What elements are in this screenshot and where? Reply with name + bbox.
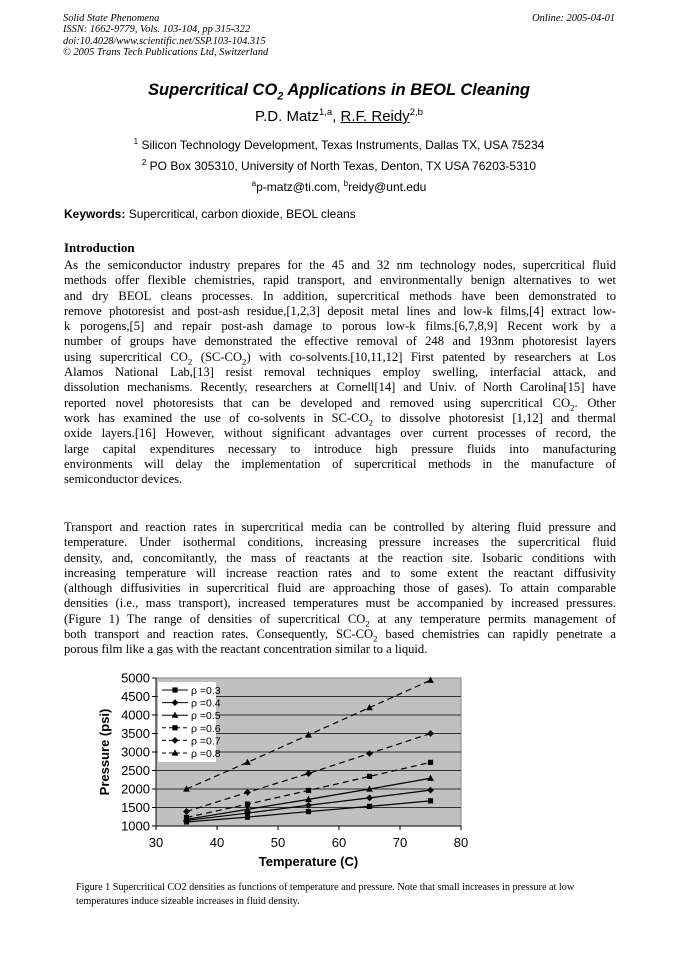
legend-label: ρ =0.5: [191, 710, 221, 723]
x-tick-label: 70: [392, 835, 408, 850]
y-tick-label: 3000: [121, 744, 150, 760]
text-line: density, and, concomitantly, the mass of reactants at the reaction site. Isobaric conditions with: [64, 550, 616, 565]
text-line: Alamos National Lab,[13] resist removal techniques employ swelling, interfacial attack, and: [64, 365, 616, 380]
y-tick-label: 2500: [121, 763, 150, 778]
text-line: reported novel photoresists that can be developed and removed using supercritical $CO_2$. Other: [64, 395, 616, 411]
text-line: both transport and reaction rates. Consequently, $SC-CO_2$ based chemistries can rapidly penetrate a: [64, 627, 616, 643]
legend-label: ρ =0.8: [191, 748, 221, 760]
data-point: [306, 788, 311, 793]
y-tick-label: 1000: [121, 818, 150, 834]
figure-caption: Figure 1 Supercritical CO2 densities as functions of temperature and pressure. Note that small increases in pressure at low temperatures induce sizeable increases in fluid density.: [76, 882, 575, 907]
legend-label: ρ =0.4: [191, 697, 221, 710]
y-tick-label: 1500: [121, 800, 150, 815]
y-tick-label: 2000: [121, 781, 150, 797]
pressure-temperature-chart: [90, 668, 480, 876]
text-line: environments will delay the implementation of supercritical methods in the manufacture of: [64, 456, 616, 471]
text-line: oxide layers.[16] However, without significant advantages over current processes of record, the: [64, 426, 616, 441]
text-line: (Figure 1) The range of densities of supercritical $CO_2$ at any temperature permits management of: [64, 611, 616, 628]
x-tick-label: 50: [270, 835, 286, 850]
text-line: dissolution mechanisms. Recently, researchers at Cornell[14] and Univ. of North Carolina[15] have: [64, 380, 616, 395]
text-line: work has examined the use of co-solvents in $SC-CO_2$ to dissolve photoresist [1,12] and thermal: [64, 410, 616, 427]
keywords: Keywords: Supercritical, carbon dioxide, BEOL cleans: [64, 207, 356, 221]
issn-line: ISSN: 1662-9779, Vols. 103-104, pp 315-322: [63, 24, 251, 36]
text-line: densities (i.e., mass transport), increased temperatures must be accompanied by increased pressures.: [64, 596, 616, 611]
text-line: large capital expenditures necessary to introduce high pressure fluids into manufacturing: [64, 441, 616, 456]
y-tick-label: 4500: [121, 689, 150, 704]
y-tick-label: 4000: [121, 707, 150, 723]
x-tick-label: 40: [209, 835, 225, 850]
legend-label: ρ =0.3: [191, 685, 221, 697]
copyright-line: © 2005 Trans Tech Publications Ltd, Switzerland: [63, 46, 269, 58]
author-list: P.D. Matz$^{1,a}$, R.F. Reidy$^{2,b}$: [255, 107, 423, 125]
introduction-paragraph-2: [64, 520, 616, 658]
text-line: As the semiconductor industry prepares for the 45 and 32 nm technology nodes, supercritical fluid: [64, 258, 616, 272]
data-point: [428, 760, 433, 765]
text-line: remove photoresist and post-ash residue,[1,2,3] deposit metal lines and low-k films,[4] extract low-: [64, 303, 616, 318]
text-line: using supercritical $CO_2$ $(SC-CO_2)$ with co-solvents.[10,11,12] First patented by researchers at Los: [64, 349, 616, 366]
text-line: (although diffusivities in supercritical fluid are approaching those of gases). To attain comparable: [64, 581, 616, 596]
text-line: porous film like a gas with the reactant concentration similar to a liquid.: [64, 642, 428, 657]
x-tick-label: 60: [331, 835, 347, 850]
text-line: number of groups have demonstrated the effective removal of 248 and 193nm photoresist layers: [64, 334, 616, 349]
data-point: [428, 798, 433, 803]
data-point: [245, 802, 250, 807]
affiliation-1: $^1$ Silicon Technology Development, Texas Instruments, Dallas TX, USA 75234: [133, 137, 545, 152]
online-date: Online: 2005-04-01: [532, 13, 615, 24]
x-axis-label: Temperature (C): [258, 854, 359, 869]
author-matz: P.D. Matz: [255, 108, 319, 125]
legend-marker: [172, 687, 177, 692]
text-line: semiconductor devices.: [64, 472, 183, 487]
text-line: k porogens,[5] and repair post-ash damage to porous low-k films.[6,7,8,9] Recent work by a: [64, 319, 616, 334]
paper-title: Supercritical $CO_2$ Applications in BEOL Cleaning: [147, 81, 531, 103]
data-point: [184, 815, 189, 820]
text-line: temperature. Under isothermal conditions, increasing pressure increases the supercritical fluid: [64, 535, 616, 550]
journal-name: Solid State Phenomena: [63, 13, 160, 24]
y-axis-label: Pressure (psi): [97, 708, 112, 796]
doi-line: doi:10.4028/www.scientific.net/SSP.103-104.315: [63, 35, 266, 47]
data-point: [367, 774, 372, 779]
author-emails: $^a$p-matz@ti.com, $^b$reidy@unt.edu: [251, 179, 427, 194]
y-tick-label: 3500: [121, 726, 150, 741]
legend-label: ρ =0.6: [191, 722, 221, 735]
section-heading-introduction: Introduction: [64, 240, 135, 255]
y-tick-label: 5000: [121, 670, 150, 686]
text-line: increasing temperature will increase reaction rates and to some extent the reactant diffusivity: [64, 565, 616, 580]
text-line: Transport and reaction rates in supercritical media can be controlled by altering fluid pressure and: [64, 520, 616, 534]
affiliation-2: $^2$ PO Box 305310, University of North Texas, Denton, TX USA 76203-5310: [141, 158, 537, 173]
data-point: [306, 809, 311, 814]
data-point: [367, 804, 372, 809]
legend-label: ρ =0.7: [191, 735, 221, 748]
introduction-paragraph-1: [64, 258, 616, 487]
journal-header: [63, 13, 615, 58]
x-tick-label: 80: [453, 835, 469, 850]
text-line: and dry BEOL cleans processes. In addition, supercritical methods have been demonstrated to: [64, 288, 616, 303]
text-line: methods offer flexible chemistries, rapid transport, and environmentally benign alternatives to wet: [64, 273, 616, 288]
legend-marker: [172, 725, 177, 730]
author-reidy: R.F. Reidy: [340, 108, 410, 125]
x-tick-label: 30: [148, 835, 164, 850]
